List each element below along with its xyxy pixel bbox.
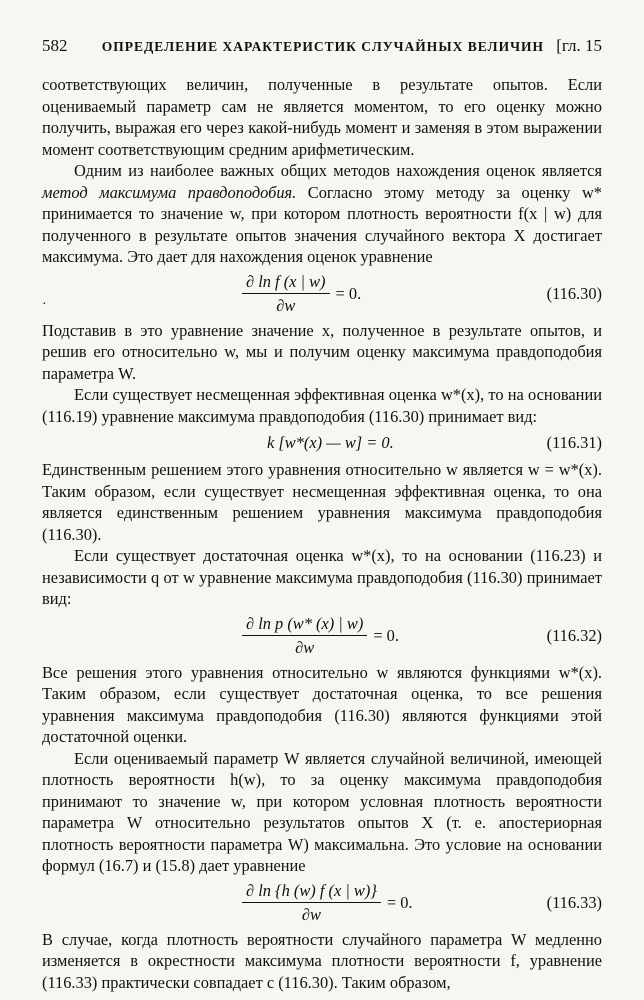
equation-number: (116.31) bbox=[546, 433, 602, 453]
equation-116-32-formula bbox=[242, 612, 399, 660]
equation-116-33-formula bbox=[242, 879, 413, 927]
equation-116-31-formula: k [w*(x) — w] = 0. bbox=[267, 433, 394, 453]
paragraph-5: Единственным решением этого уравнения относительно w является w = w*(x). Таким образом, если существует несмещенная эффективная оценка, то она является единственным решением уравнения максимума правдоподобия (116.30). bbox=[42, 460, 602, 544]
equation-rhs: = 0. bbox=[373, 625, 399, 645]
paragraph-9: В случае, когда плотность вероятности случайного параметра W медленно изменяется в окрестности максимума плотности вероятности f, уравнение (116.33) практически совпадает с (116.30). Таким образом, bbox=[42, 929, 602, 992]
fraction-denominator: ∂w bbox=[295, 638, 315, 657]
paragraph-8: Если оцениваемый параметр W является случайной величиной, имеющей плотность вероятности h(w), то за оценку максимума правдоподобия принимают то значение w, при котором условная плотность вероятности параметра W относительно результатов опытов X (т. е. апостериорная плотность вероятности параметра W) максимальна. Это условие на основании формул (16.7) и (15.8) дает уравнение bbox=[42, 748, 602, 875]
chapter-marker: [гл. 15 bbox=[556, 36, 602, 55]
equation-rhs: = 0. bbox=[386, 892, 413, 912]
fraction-numerator: ∂ ln {h (w) f (x | w)} bbox=[242, 880, 381, 904]
fraction bbox=[242, 880, 381, 926]
running-title: ОПРЕДЕЛЕНИЕ ХАРАКТЕРИСТИК СЛУЧАЙНЫХ ВЕЛИЧИН bbox=[101, 39, 544, 54]
stray-dot: · bbox=[42, 296, 47, 312]
equation-116-30 bbox=[42, 270, 602, 318]
paragraph-6: Если существует достаточная оценка w*(x), то на основании (116.23) и независимости q от w уравнение максимума правдоподобия (116.30) принимает вид: bbox=[42, 546, 602, 608]
fraction bbox=[242, 613, 367, 659]
paragraph-3: Подставив в это уравнение значение x, полученное в результате опытов, и решив его относительно w, мы и получим оценку максимума правдоподобия параметра W. bbox=[42, 320, 602, 383]
paragraph-4: Если существует несмещенная эффективная оценка w*(x), то на основании (116.19) уравнение максимума правдоподобия (116.30) принимает вид: bbox=[42, 385, 602, 426]
fraction-numerator: ∂ ln p (w* (x) | w) bbox=[242, 613, 367, 637]
equation-116-30-formula bbox=[242, 270, 361, 318]
equation-number: (116.33) bbox=[546, 892, 602, 912]
fraction-denominator: ∂w bbox=[276, 296, 296, 315]
page-header bbox=[42, 36, 602, 56]
fraction-numerator: ∂ ln f (x | w) bbox=[242, 271, 330, 295]
method-name-emphasis: метод максимума правдоподобия. bbox=[42, 182, 297, 202]
paragraph-1: соответствующих величин, полученные в результате опытов. Если оцениваемый параметр сам не является моментом, то его оценку можно получить, выражая его через какой-нибудь момент и заменяя в этом выражении момент соответствующим средним арифметическим. bbox=[42, 75, 602, 159]
equation-116-31 bbox=[42, 429, 602, 457]
paragraph-7: Все решения этого уравнения относительно w являются функциями w*(x). Таким образом, если существует достаточная оценка, то все решения уравнения максимума правдоподобия (116.30) являются функциями этой достаточной оценки. bbox=[42, 662, 602, 746]
equation-rhs: = 0. bbox=[335, 283, 362, 303]
paragraph-2-end: Согласно этому методу за оценку w* принимается то значение w, при котором плотность вероятности f(x | w) для полученного в результате опытов значения случайного вектора X достигает максимума. Это дает для нахождения оценок уравнение bbox=[42, 182, 602, 266]
paragraph-2-start: Одним из наиболее важных общих методов нахождения оценок является bbox=[74, 161, 602, 180]
equation-116-32 bbox=[42, 612, 602, 660]
fraction-denominator: ∂w bbox=[301, 905, 321, 924]
equation-number: (116.32) bbox=[546, 625, 602, 645]
page-number: 582 bbox=[42, 36, 68, 55]
paragraph-2 bbox=[42, 160, 602, 268]
fraction bbox=[242, 271, 330, 317]
page-body bbox=[42, 74, 602, 993]
equation-116-33 bbox=[42, 879, 602, 927]
equation-number: (116.30) bbox=[546, 283, 602, 303]
